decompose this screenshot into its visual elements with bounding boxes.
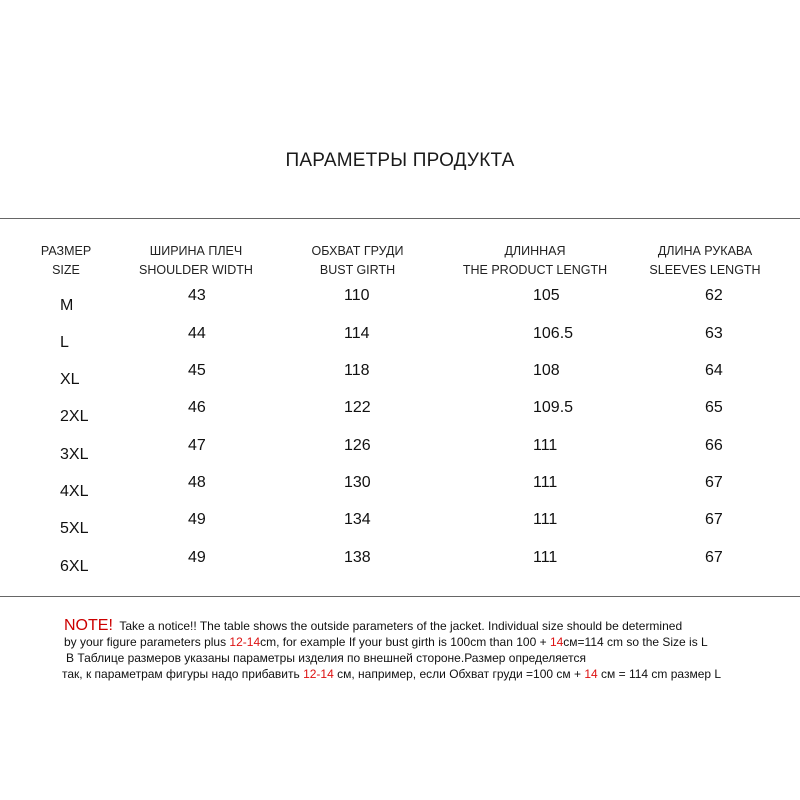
note-text: так, к параметрам фигуры надо прибавить (62, 667, 304, 681)
bust-cell: 134 (344, 511, 371, 528)
bust-cell: 110 (344, 287, 370, 304)
sleeve-cell: 65 (705, 399, 723, 416)
length-cell: 111 (533, 511, 558, 528)
note-label: NOTE! (64, 617, 113, 634)
header-ru: ШИРИНА ПЛЕЧ (149, 244, 243, 258)
note-line (0, 618, 800, 634)
bust-cell: 122 (344, 399, 371, 416)
shoulder-cell: 49 (188, 549, 206, 566)
size-cell: L (60, 334, 69, 351)
shoulder-cell: 46 (188, 399, 206, 416)
header-ru: ОБХВАТ ГРУДИ (311, 244, 404, 258)
header-ru: ДЛИННАЯ (504, 244, 566, 258)
bottom-divider (0, 596, 800, 597)
size-cell: 6XL (60, 558, 89, 575)
sleeve-cell: 67 (705, 549, 723, 566)
header-en: BUST GIRTH (319, 263, 396, 277)
shoulder-cell: 49 (188, 511, 206, 528)
size-note (0, 618, 800, 682)
note-text: см, например, если Обхват груди =100 см + (333, 667, 585, 681)
length-cell: 106.5 (533, 325, 574, 342)
length-cell: 105 (533, 287, 560, 304)
shoulder-cell: 44 (188, 325, 206, 342)
note-text: см = 114 cm размер L (597, 667, 722, 681)
note-line (0, 666, 800, 682)
shoulder-cell: 43 (188, 287, 206, 304)
bust-cell: 118 (344, 362, 370, 379)
header-bust (290, 242, 425, 280)
size-cell: 5XL (60, 520, 89, 537)
note-text: by your figure parameters plus (64, 635, 230, 649)
size-cell: XL (60, 371, 80, 388)
size-cell: 3XL (60, 446, 89, 463)
sleeve-cell: 64 (705, 362, 723, 379)
note-text: см=114 cm so the Size is L (563, 635, 708, 649)
header-en: SHOULDER WIDTH (139, 263, 253, 277)
header-ru: РАЗМЕР (40, 244, 92, 258)
header-en: SIZE (52, 263, 80, 277)
length-cell: 111 (533, 474, 558, 491)
length-cell: 109.5 (533, 399, 574, 416)
bust-cell: 126 (344, 437, 371, 454)
shoulder-cell: 45 (188, 362, 206, 379)
shoulder-cell: 48 (188, 474, 206, 491)
shoulder-cell: 47 (188, 437, 206, 454)
header-ru: ДЛИНА РУКАВА (657, 244, 753, 258)
header-shoulder (126, 242, 266, 280)
length-cell: 111 (533, 549, 558, 566)
note-line (0, 634, 800, 650)
note-highlight: 14 (584, 667, 598, 681)
note-highlight: 14 (549, 635, 564, 649)
note-text: В Таблице размеров указаны параметры изделия по внешней стороне.Размер определяется (66, 651, 586, 665)
header-sleeve (640, 242, 770, 280)
note-text: Take a notice!! The table shows the outside parameters of the jacket. Individual size should be determined (119, 619, 683, 633)
sleeve-cell: 67 (705, 474, 723, 491)
bust-cell: 138 (344, 549, 371, 566)
bust-cell: 130 (344, 474, 371, 491)
size-cell: 2XL (60, 408, 89, 425)
sleeve-cell: 67 (705, 511, 723, 528)
length-cell: 111 (533, 437, 558, 454)
header-en: THE PRODUCT LENGTH (462, 263, 608, 277)
sleeve-cell: 62 (705, 287, 723, 304)
note-highlight: 12-14 (303, 667, 334, 681)
length-cell: 108 (533, 362, 560, 379)
size-cell: M (60, 297, 74, 314)
note-text: cm, for example If your bust girth is 100cm than 100 + (260, 635, 550, 649)
size-cell: 4XL (60, 483, 89, 500)
bust-cell: 114 (344, 325, 370, 342)
top-divider (0, 218, 800, 219)
note-line (0, 650, 800, 666)
page-title: ПАРАМЕТРЫ ПРОДУКТА (285, 150, 515, 171)
header-size (28, 242, 104, 280)
header-en: SLEEVES LENGTH (649, 263, 761, 277)
header-length (455, 242, 615, 280)
sleeve-cell: 63 (705, 325, 723, 342)
sleeve-cell: 66 (705, 437, 723, 454)
note-highlight: 12-14 (229, 635, 261, 649)
